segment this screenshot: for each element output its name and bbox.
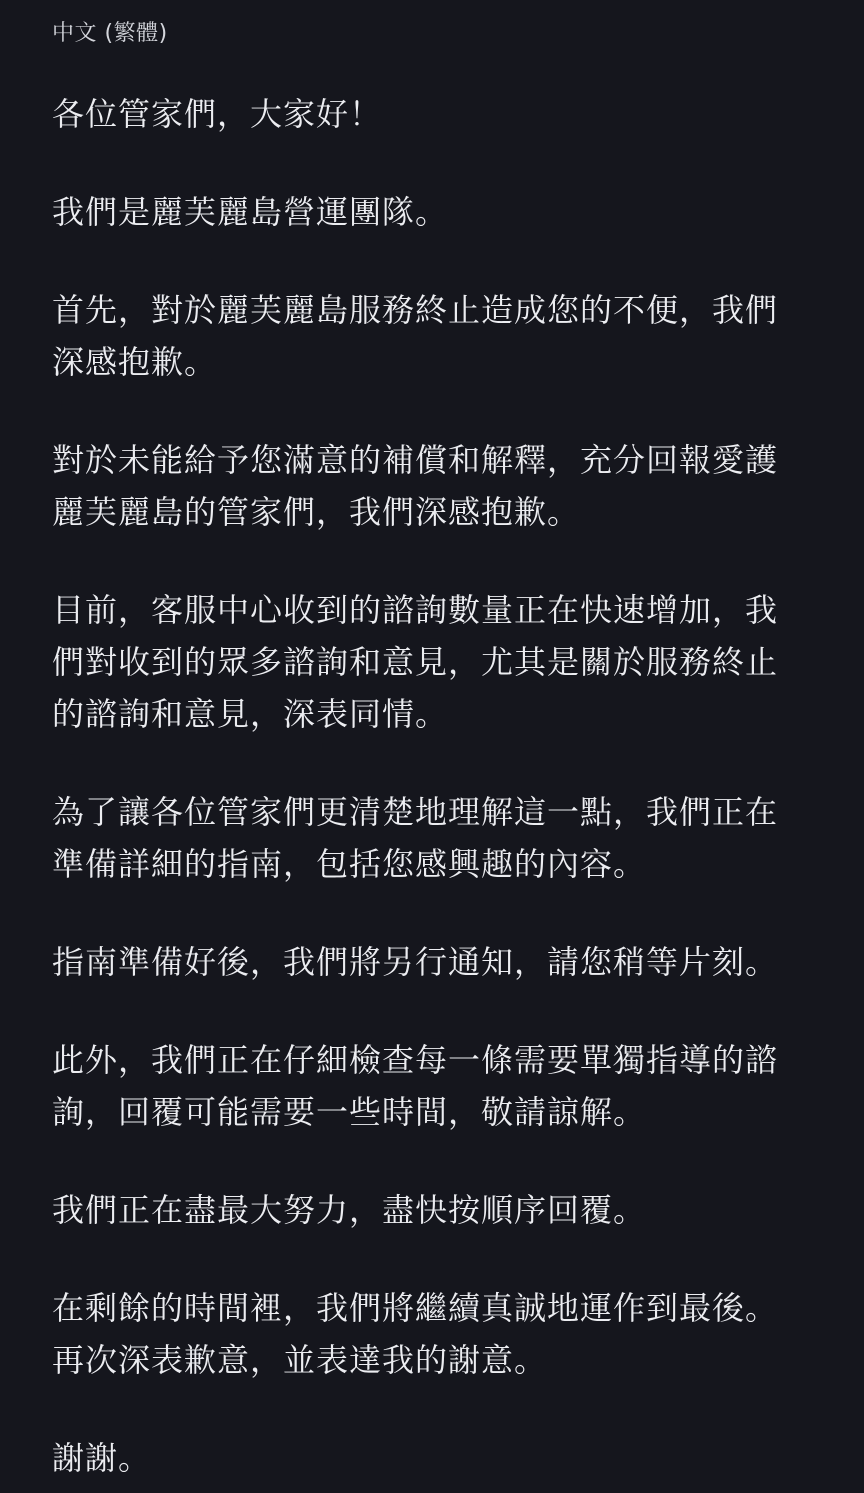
message-body	[52, 88, 812, 1484]
inquiry-volume-paragraph: 目前，客服中心收到的諮詢數量正在快速增加，我 們對收到的眾多諮詢和意見，尤其是關於服務終止 的諮詢和意見，深表同情。	[52, 591, 779, 733]
guide-preparation-paragraph: 為了讓各位管家們更清楚地理解這一點，我們正在 準備詳細的指南，包括您感興趣的內容。	[52, 793, 779, 883]
team-intro-paragraph: 我們是麗芙麗島營運團隊。	[52, 193, 449, 231]
thanks-paragraph: 謝謝。	[52, 1439, 152, 1477]
language-label: 中文 (繁體)	[52, 21, 168, 46]
reply-order-paragraph: 我們正在盡最大努力，盡快按順序回覆。	[52, 1191, 647, 1229]
compensation-apology-paragraph: 對於未能給予您滿意的補償和解釋，充分回報愛護 麗芙麗島的管家們，我們深感抱歉。	[52, 441, 779, 531]
guide-notice-paragraph: 指南準備好後，我們將另行通知，請您稍等片刻。	[52, 943, 779, 981]
closing-paragraph: 在剩餘的時間裡，我們將繼續真誠地運作到最後。 再次深表歉意，並表達我的謝意。	[52, 1289, 779, 1379]
greeting-paragraph: 各位管家們，大家好！	[52, 95, 383, 133]
individual-inquiry-paragraph: 此外，我們正在仔細檢查每一條需要單獨指導的諮 詢，回覆可能需要一些時間，敬請諒解。	[52, 1041, 779, 1131]
apology-paragraph: 首先，對於麗芙麗島服務終止造成您的不便，我們 深感抱歉。	[52, 291, 779, 381]
